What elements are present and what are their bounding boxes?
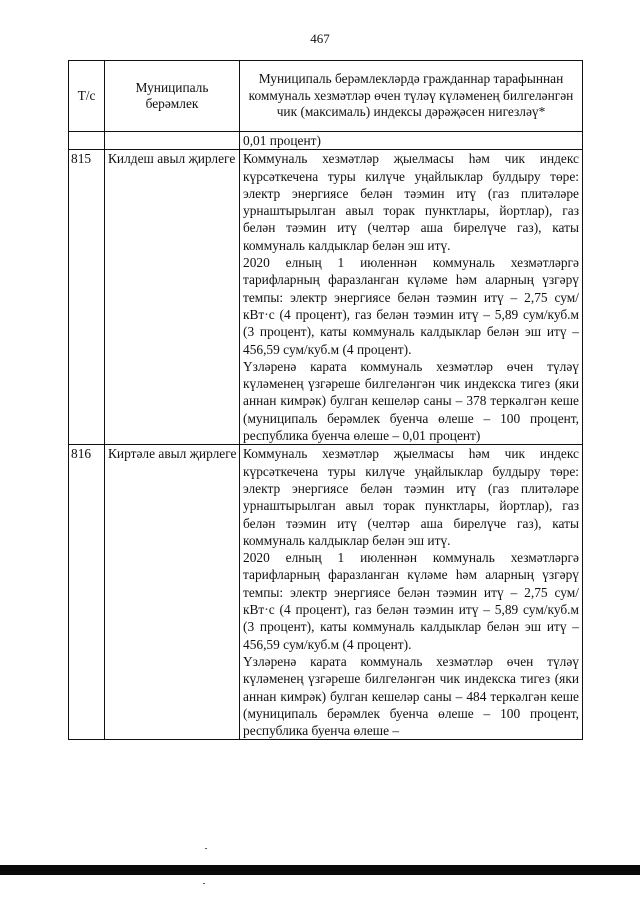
header-municipality: Муниципаль берәмлек bbox=[105, 61, 240, 132]
header-num: Т/с bbox=[69, 61, 105, 132]
row-number: 816 bbox=[69, 445, 105, 740]
continuation-num bbox=[69, 132, 105, 150]
row-municipality: Килдеш авыл җирлеге bbox=[105, 150, 240, 445]
description-paragraph: Үзләренә карата коммуналь хезмәтләр өчен түләү күләменең үзгәреше билгеләнгән чик индекска тигез (яки аннан кимрәк) булган кешеләр саны – 484 теркәлгән кеше (муниципаль берәмлек буенча өлеше – 100 процент, республика буенча өлеше – bbox=[243, 653, 579, 739]
description-paragraph: Үзләренә карата коммуналь хезмәтләр өчен түләү күләменең үзгәреше билгеләнгән чик индекска тигез (яки аннан кимрәк) булган кешеләр саны – 378 теркәлгән кеше (муниципаль берәмлек буенча өлеше – 100 процент, республика буенча өлеше – 0,01 процент) bbox=[243, 358, 579, 444]
row-description bbox=[240, 150, 583, 445]
page-number: 467 bbox=[310, 31, 330, 46]
table-header-row bbox=[69, 61, 583, 132]
indices-table bbox=[68, 60, 583, 740]
scan-speck bbox=[203, 883, 205, 884]
description-paragraph: Коммуналь хезмәтләр җыелмасы һәм чик индекс күрсәткечена туры килүче уңайлыклар булдыру төре: электр энергиясе белән тәэмин итү (газ плитәләре урнаштырылган авыл торак пунктлары, йортлар), газ белән тәэмин итү (челтәр аша бирелүче газ), каты коммуналь калдыклар белән эш итү. bbox=[243, 446, 579, 548]
description-paragraph: 2020 елның 1 июленнән коммуналь хезмәтләргә тарифларның фаразланган күләме һәм аларның үзгәрү темпы: электр энергиясе белән тәэмин итү – 2,75 сум/кВт·с (4 процент), газ белән тәэмин итү – 5,89 сум/куб.м (3 процент), каты коммуналь калдыклар белән эш итү – 456,59 сум/куб.м (4 процент). bbox=[243, 255, 579, 357]
row-municipality: Киртәле авыл җирлеге bbox=[105, 445, 240, 740]
table-row bbox=[69, 150, 583, 445]
continuation-text: 0,01 процент) bbox=[240, 132, 583, 150]
header-description: Муниципаль берәмлекләрдә гражданнар тарафыннан коммуналь хезмәтләр өчен түләү күләменең билгеләнгән чик (максималь) индексы дәрәҗәсен нигезләү* bbox=[240, 61, 583, 132]
row-description bbox=[240, 445, 583, 740]
description-paragraph: 2020 елның 1 июленнән коммуналь хезмәтләргә тарифларның фаразланган күләме һәм аларның үзгәрү темпы: электр энергиясе белән тәэмин итү – 2,75 сум/кВт·с (4 процент), газ белән тәэмин итү – 5,89 сум/куб.м (3 процент), каты коммуналь калдыклар белән эш итү – 456,59 сум/куб.м (4 процент). bbox=[243, 550, 579, 652]
description-paragraph: Коммуналь хезмәтләр җыелмасы һәм чик индекс күрсәткечена туры килүче уңайлыклар булдыру төре: электр энергиясе белән тәэмин итү (газ плитәләре урнаштырылган авыл торак пунктлары, йортлар), газ белән тәэмин итү (челтәр аша бирелүче газ), каты коммуналь калдыклар белән эш итү. bbox=[243, 151, 579, 253]
continuation-row bbox=[69, 132, 583, 150]
scan-speck bbox=[205, 848, 207, 849]
table-row bbox=[69, 445, 583, 740]
scan-edge-bar bbox=[0, 865, 640, 875]
row-number: 815 bbox=[69, 150, 105, 445]
continuation-municipality bbox=[105, 132, 240, 150]
